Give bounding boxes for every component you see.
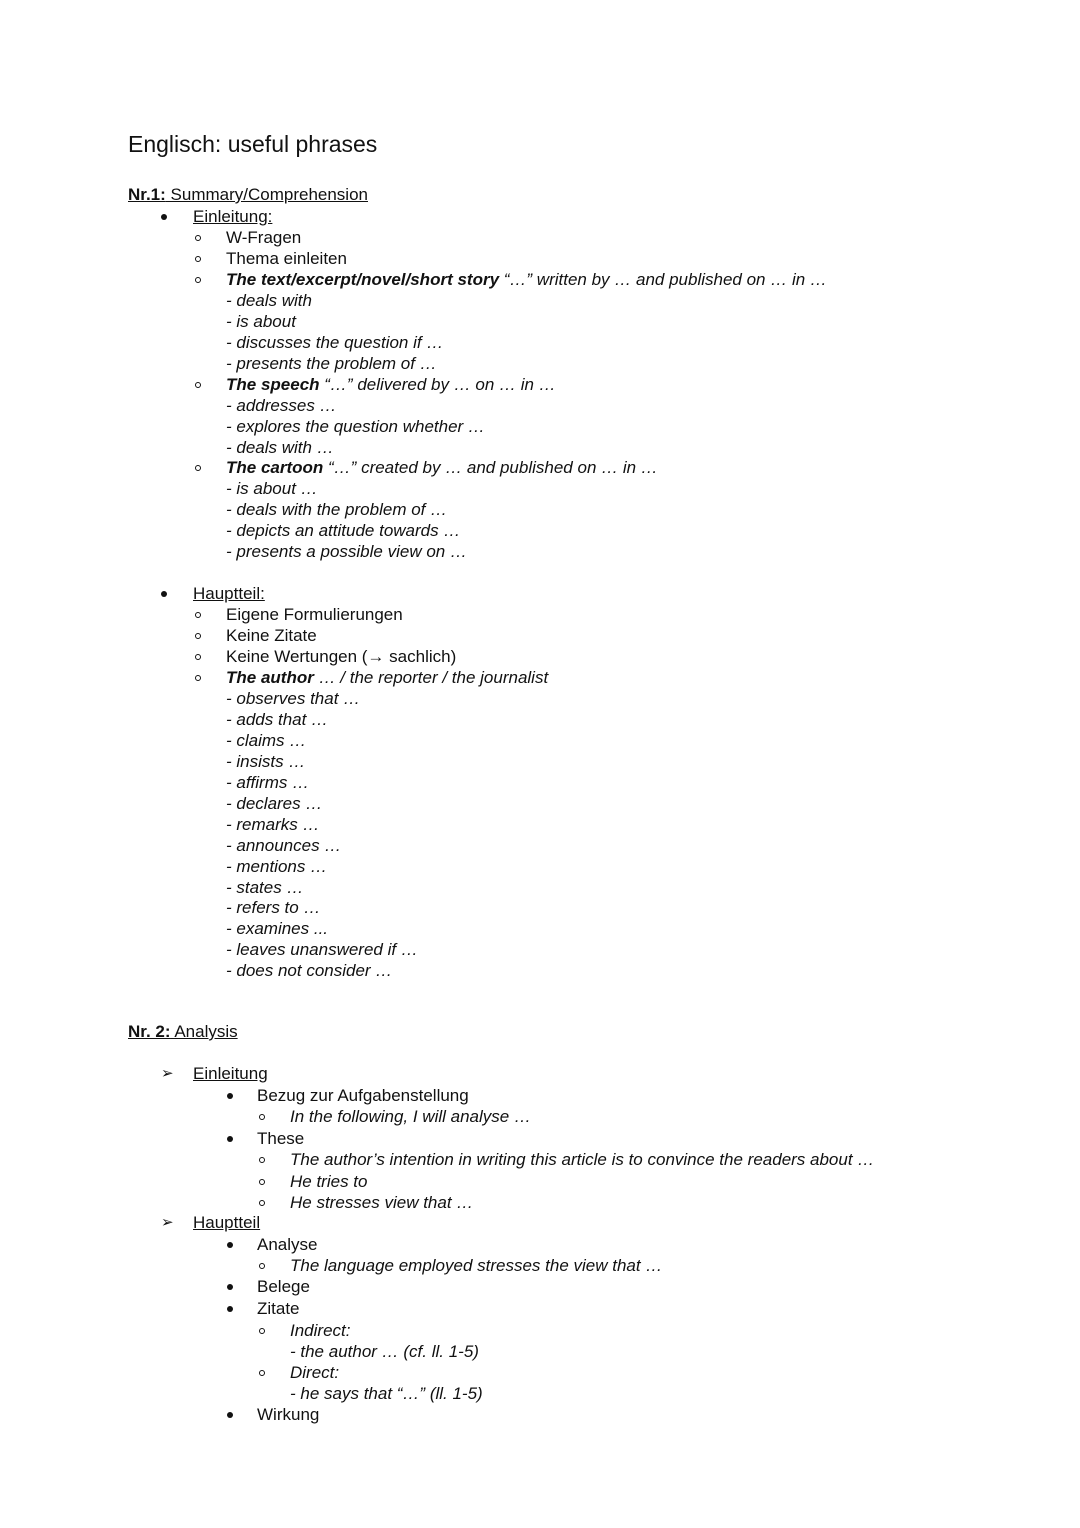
bullet-circle-icon (195, 675, 201, 681)
bullet-circle-icon (259, 1114, 265, 1120)
author-phrase-keyword: The author (226, 668, 314, 687)
analysis-einleitung-label: Einleitung (193, 1064, 268, 1083)
bullet-circle-icon (195, 235, 201, 241)
phrase-line: - presents the problem of … (226, 354, 437, 373)
bullet-disc-icon (227, 1306, 233, 1312)
phrase-line: - refers to … (226, 898, 321, 917)
phrase-line: - discusses the question if … (226, 333, 444, 352)
list-item: Eigene Formulierungen (226, 605, 403, 624)
bullet-disc-icon (161, 214, 167, 220)
bullet-circle-icon (259, 1328, 265, 1334)
phrase-line: - depicts an attitude towards … (226, 521, 461, 540)
phrase-line: - claims … (226, 731, 307, 750)
list-item: Wirkung (257, 1405, 320, 1424)
list-item: Analyse (257, 1235, 318, 1254)
speech-phrase (226, 376, 556, 393)
analysis-hauptteil-label: Hauptteil (193, 1213, 261, 1232)
phrase-line: He tries to (290, 1172, 368, 1191)
phrase-line: - adds that … (226, 710, 329, 729)
bullet-disc-icon (227, 1136, 233, 1142)
phrase-line: - does not consider … (226, 961, 393, 980)
phrase-line: The language employed stresses the view that … (290, 1256, 663, 1275)
phrase-line: - examines ... (226, 919, 329, 938)
list-item: Zitate (257, 1299, 300, 1318)
phrase-line: In the following, I will analyse … (290, 1107, 531, 1126)
bullet-circle-icon (195, 465, 201, 471)
list-item: Keine Zitate (226, 626, 317, 645)
arrow-bullet-icon: ➢ (161, 1065, 174, 1082)
einleitung-label: Einleitung: (193, 207, 273, 226)
text-phrase-rest: “…” written by … and published on … in … (499, 270, 827, 289)
arrow-bullet-icon: ➢ (161, 1214, 174, 1231)
phrase-line: - declares … (226, 794, 323, 813)
phrase-line: - insists … (226, 752, 306, 771)
bullet-circle-icon (195, 277, 201, 283)
text-phrase-keyword: The text/excerpt/novel/short story (226, 270, 500, 289)
phrase-line: - mentions … (226, 857, 328, 876)
bullet-disc-icon (227, 1242, 233, 1248)
list-item: These (257, 1129, 305, 1148)
phrase-line: - affirms … (226, 773, 310, 792)
list-item: Bezug zur Aufgabenstellung (257, 1086, 469, 1105)
phrase-line: - announces … (226, 836, 342, 855)
phrase-line: - he says that “…” (ll. 1-5) (290, 1384, 483, 1403)
phrase-line: - the author … (cf. ll. 1-5) (290, 1342, 479, 1361)
phrase-line: The author’s intention in writing this article is to convince the readers about … (290, 1150, 875, 1169)
cartoon-phrase-rest: “…” created by … and published on … in … (323, 458, 658, 477)
bullet-circle-icon (259, 1179, 265, 1185)
section-1-title: Summary/Comprehension (165, 185, 368, 204)
cartoon-phrase (226, 459, 658, 476)
phrase-line: - is about … (226, 479, 318, 498)
bullet-circle-icon (259, 1200, 265, 1206)
speech-phrase-rest: “…” delivered by … on … in … (319, 375, 556, 394)
phrase-line: - deals with the problem of … (226, 500, 448, 519)
phrase-line: - leaves unanswered if … (226, 940, 418, 959)
bullet-circle-icon (259, 1263, 265, 1269)
bullet-disc-icon (227, 1412, 233, 1418)
list-item: Thema einleiten (226, 249, 347, 268)
phrase-line: - presents a possible view on … (226, 542, 467, 561)
section-2-title: Analysis (170, 1022, 238, 1041)
bullet-circle-icon (195, 654, 201, 660)
bullet-circle-icon (195, 256, 201, 262)
list-item: W-Fragen (226, 228, 302, 247)
phrase-line: - is about (226, 312, 296, 331)
bullet-disc-icon (227, 1284, 233, 1290)
phrase-line: - deals with (226, 291, 312, 310)
phrase-line: - observes that … (226, 689, 361, 708)
page-title: Englisch: useful phrases (128, 131, 378, 157)
bullet-circle-icon (195, 612, 201, 618)
text-phrase (226, 271, 827, 288)
bullet-circle-icon (259, 1370, 265, 1376)
section-1-heading (128, 186, 368, 203)
hauptteil-label: Hauptteil: (193, 584, 265, 603)
phrase-line: - deals with … (226, 438, 334, 457)
author-phrase (226, 669, 548, 686)
author-phrase-rest: … / the reporter / the journalist (313, 668, 549, 687)
list-item: Keine Wertungen (→ sachlich) (226, 647, 457, 666)
bullet-circle-icon (195, 382, 201, 388)
phrase-line: - explores the question whether … (226, 417, 485, 436)
bullet-disc-icon (161, 591, 167, 597)
phrase-line: Indirect: (290, 1321, 351, 1340)
phrase-line: - states … (226, 878, 304, 897)
phrase-line: He stresses view that … (290, 1193, 474, 1212)
speech-phrase-keyword: The speech (226, 375, 320, 394)
phrase-line: Direct: (290, 1363, 340, 1382)
section-2-heading (128, 1023, 238, 1040)
section-1-number: Nr.1: (128, 185, 166, 204)
cartoon-phrase-keyword: The cartoon (226, 458, 324, 477)
list-item: Belege (257, 1277, 310, 1296)
bullet-circle-icon (195, 633, 201, 639)
bullet-circle-icon (259, 1157, 265, 1163)
section-2-number: Nr. 2: (128, 1022, 171, 1041)
phrase-line: - addresses … (226, 396, 337, 415)
phrase-line: - remarks … (226, 815, 320, 834)
bullet-disc-icon (227, 1093, 233, 1099)
